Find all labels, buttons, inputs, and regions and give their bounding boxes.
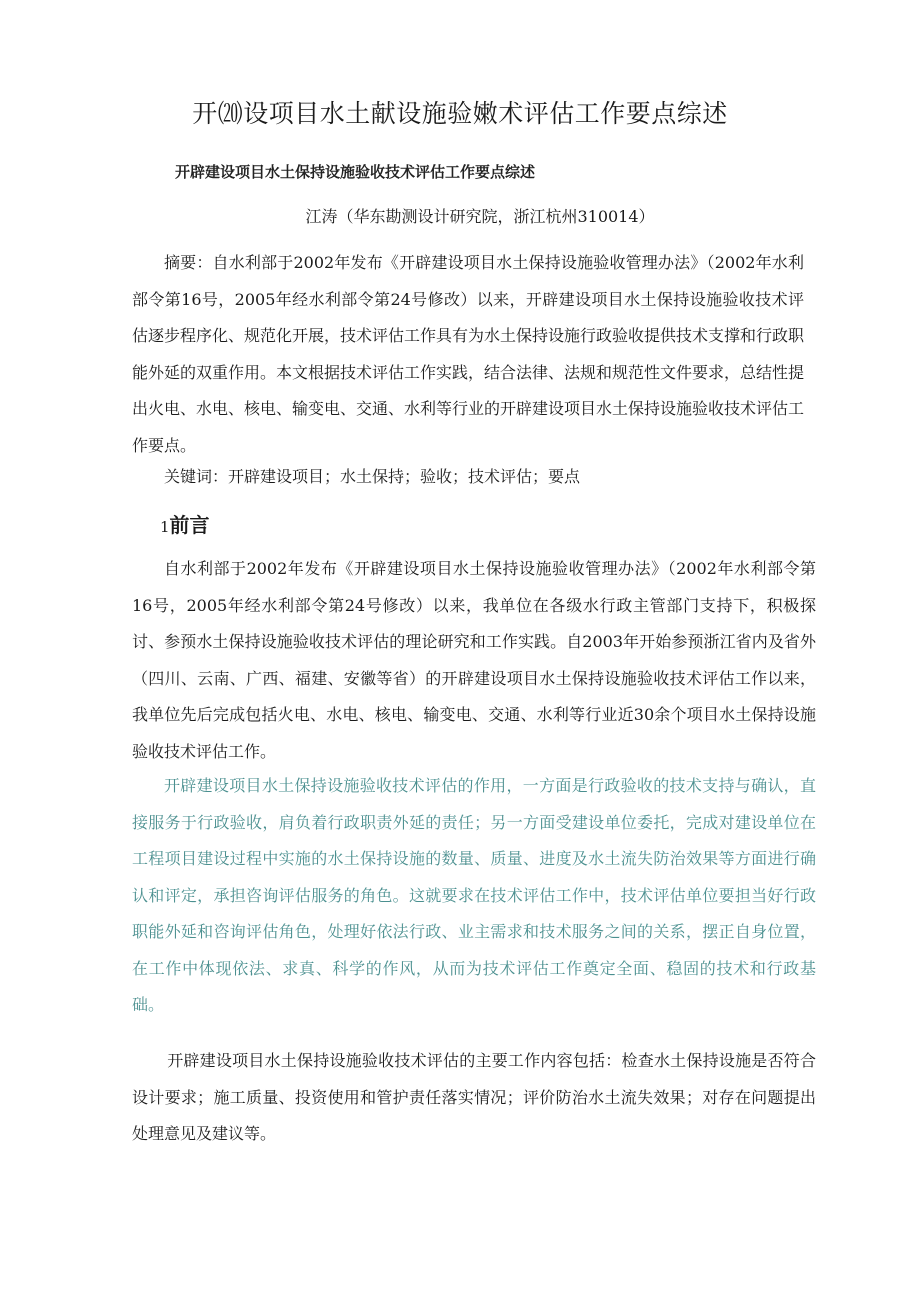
abstract: 摘要：自水利部于2002年发布《开辟建设项目水土保持设施验收管理办法》（2002年水利部令第16号，2005年经水利部令第24号修改）以来，开辟建设项目水土保持设施验收技术评估逐步程序化、规范化开展，技术评估工作具有为水土保持设施行政验收提供技术支撑和行政职能外延的双重作用。本文根据技术评估工作实践，结合法律、法规和规范性文件要求，总结性提出火电、水电、核电、输变电、交通、水利等行业的开辟建设项目水土保持设施验收技术评估工作要点。 <box>132 253 805 455</box>
page-title: 开⒇设项目水土献设施验嫩术评估工作要点综述 <box>192 99 728 128</box>
section-number: 1 <box>160 518 170 536</box>
paragraph-1: 自水利部于2002年发布《开辟建设项目水土保持设施验收管理办法》（2002年水利部令第16号，2005年经水利部令第24号修改）以来，我单位在各级水行政主管部门支持下，积极探讨、参预水土保持设施验收技术评估的理论研究和工作实践。自2003年开始参预浙江省内及省外（四川、云南、广西、福建、安徽等省）的开辟建设项目水土保持设施验收技术评估工作以来，我单位先后完成包括火电、水电、核电、输变电、交通、水利等行业近30余个项目水土保持设施验收技术评估工作。 <box>132 559 816 761</box>
keywords: 关键词：开辟建设项目；水土保持；验收；技术评估；要点 <box>164 467 581 486</box>
subtitle: 开辟建设项目水土保持设施验收技术评估工作要点综述 <box>175 163 536 181</box>
section-heading <box>160 508 210 544</box>
author-affiliation: 江涛（华东勘测设计研究院，浙江杭州310014） <box>305 207 655 226</box>
paragraph-2: 开辟建设项目水土保持设施验收技术评估的作用，一方面是行政验收的技术支持与确认，直接服务于行政验收，肩负着行政职责外延的责任；另一方面受建设单位委托，完成对建设单位在工程项目建设过程中实施的水土保持设施的数量、质量、进度及水土流失防治效果等方面进行确认和评定，承担咨询评估服务的角色。这就要求在技术评估工作中，技术评估单位要担当好行政职能外延和咨询评估角色，处理好依法行政、业主需求和技术服务之间的关系，摆正自身位置，在工作中体现依法、求真、科学的作风，从而为技术评估工作奠定全面、稳固的技术和行政基础。 <box>132 776 816 1014</box>
section-title: 前言 <box>169 513 210 537</box>
paragraph-3: 开辟建设项目水土保持设施验收技术评估的主要工作内容包括：检查水土保持设施是否符合设计要求；施工质量、投资使用和管护责任落实情况；评价防治水土流失效果；对存在问题提出处理意见及建议等。 <box>132 1051 816 1143</box>
